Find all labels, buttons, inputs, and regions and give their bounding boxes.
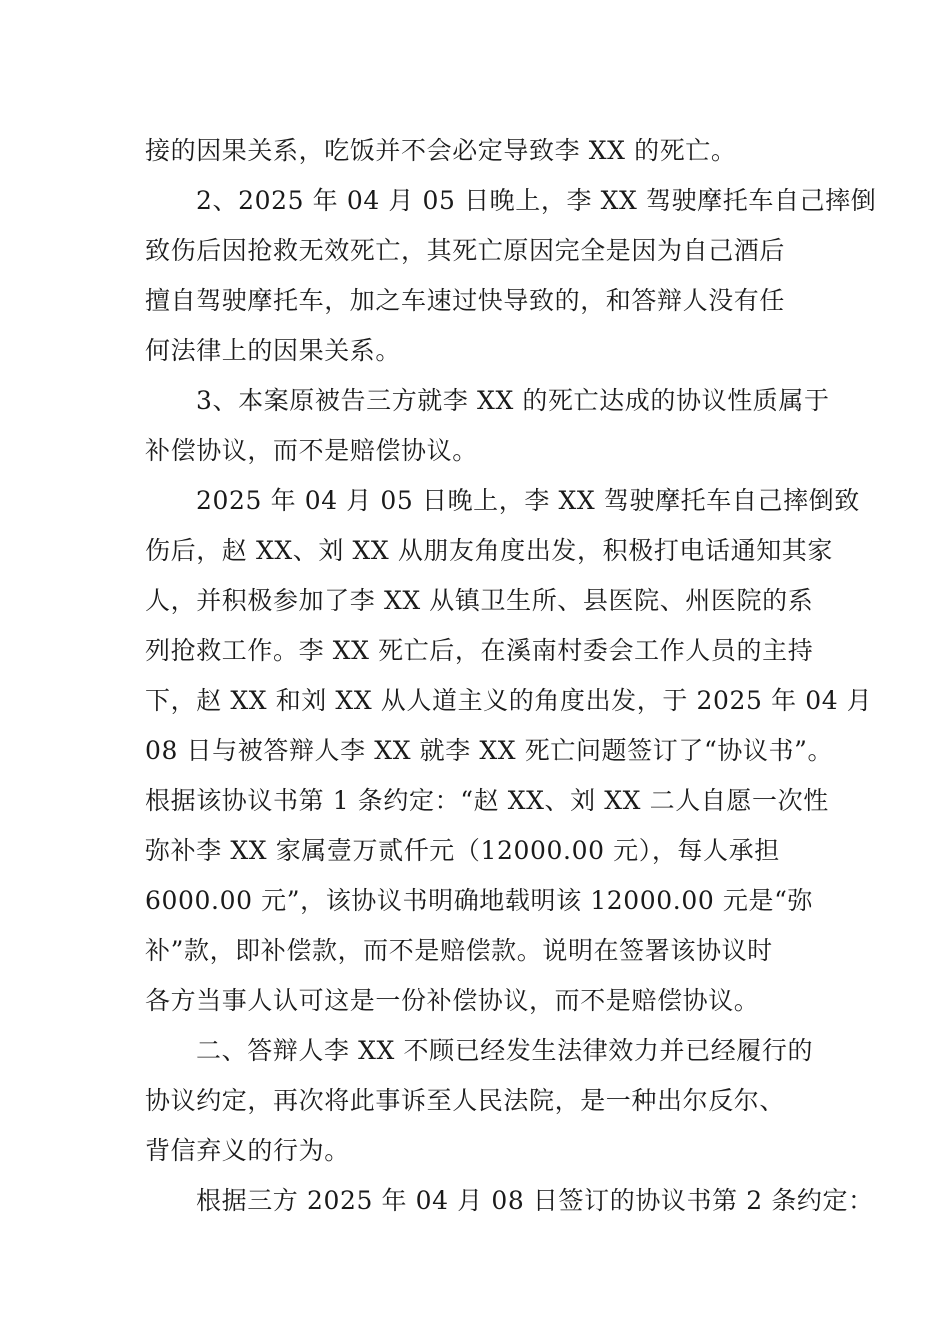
text-line: 何法律上的因果关系。 [145, 336, 402, 365]
text-line: 伤后，赵 XX、刘 XX 从朋友角度出发，积极打电话通知其家 [145, 536, 834, 565]
text-line: 人，并积极参加了李 XX 从镇卫生所、县医院、州医院的系 [145, 586, 814, 615]
text-line: 补偿协议，而不是赔偿协议。 [145, 436, 478, 465]
text-line: 补”款，即补偿款，而不是赔偿款。说明在签署该协议时 [145, 936, 773, 965]
paragraph-start-line: 根据三方 2025 年 04 月 08 日签订的协议书第 2 条约定： [196, 1186, 874, 1215]
text-line: 列抢救工作。李 XX 死亡后，在溪南村委会工作人员的主持 [145, 636, 814, 665]
text-line: 6000.00 元”，该协议书明确地载明该 12000.00 元是“弥 [145, 886, 814, 915]
text-line: 致伤后因抢救无效死亡，其死亡原因完全是因为自己酒后 [145, 236, 786, 265]
text-line: 协议约定，再次将此事诉至人民法院，是一种出尔反尔、 [145, 1086, 786, 1115]
text-line: 下，赵 XX 和刘 XX 从人道主义的角度出发，于 2025 年 04 月 [145, 686, 873, 715]
text-line: 擅自驾驶摩托车，加之车速过快导致的，和答辩人没有任 [145, 286, 786, 315]
text-line: 08 日与被答辩人李 XX 就李 XX 死亡问题签订了“协议书”。 [145, 736, 834, 765]
text-line: 根据该协议书第 1 条约定：“赵 XX、刘 XX 二人自愿一次性 [145, 786, 829, 815]
text-line: 背信弃义的行为。 [145, 1136, 350, 1165]
paragraph-start-line: 二、答辩人李 XX 不顾已经发生法律效力并已经履行的 [196, 1036, 814, 1065]
text-line: 各方当事人认可这是一份补偿协议，而不是赔偿协议。 [145, 986, 760, 1015]
paragraph-start-line: 2025 年 04 月 05 日晚上，李 XX 驾驶摩托车自己摔倒致 [196, 486, 860, 515]
paragraph-start-line: 2、2025 年 04 月 05 日晚上，李 XX 驾驶摩托车自己摔倒 [196, 186, 877, 215]
paragraph-start-line: 3、本案原被告三方就李 XX 的死亡达成的协议性质属于 [196, 386, 830, 415]
text-line: 接的因果关系，吃饭并不会必定导致李 XX 的死亡。 [145, 136, 737, 165]
text-line: 弥补李 XX 家属壹万贰仟元（12000.00 元），每人承担 [145, 836, 780, 865]
